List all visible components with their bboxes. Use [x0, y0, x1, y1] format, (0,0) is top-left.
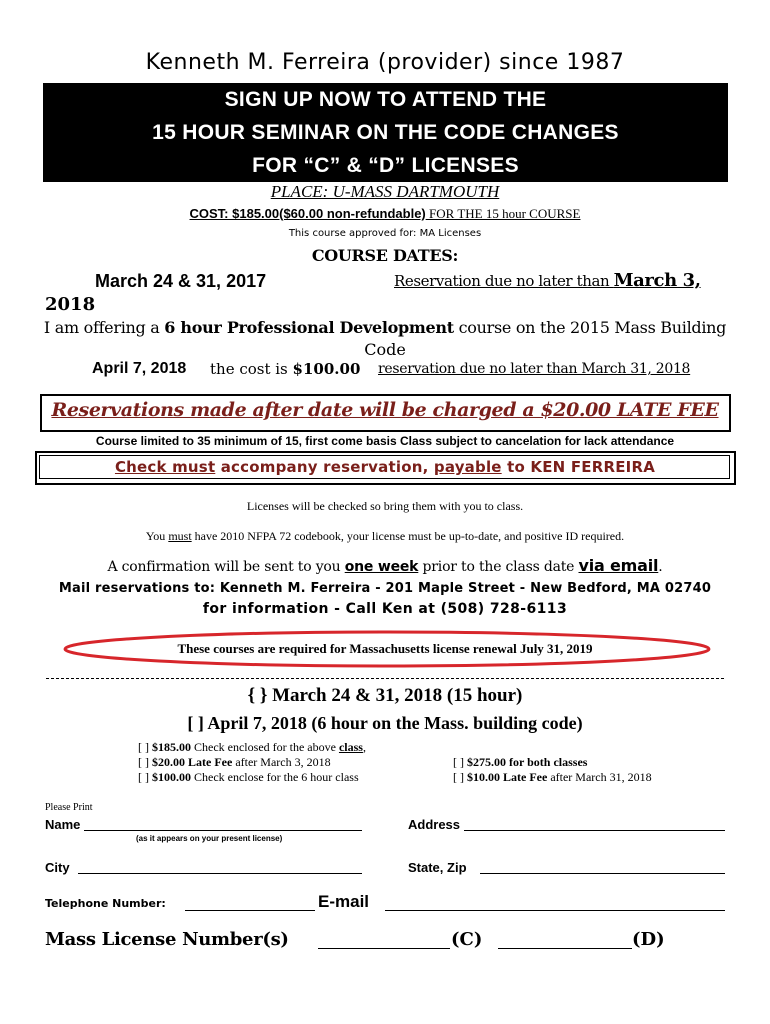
pd-post: course on the 2015 Mass Building — [453, 318, 727, 337]
checkbox-label-bold: $20.00 Late Fee — [152, 755, 233, 769]
march-reservation-prefix: Reservation due no later than — [394, 272, 614, 290]
name-label: Name — [45, 817, 81, 832]
cost-amount: COST: $185.00($60.00 non-refundable) — [189, 206, 426, 221]
city-field[interactable] — [78, 873, 362, 874]
april-cost — [210, 360, 360, 378]
option-march[interactable]: { } March 24 & 31, 2018 (15 hour) — [247, 685, 523, 706]
pd-pre: I am offering a — [43, 318, 165, 337]
april-cost-pre: the cost is — [210, 360, 293, 378]
checkbox-mark[interactable]: [ ] — [138, 770, 152, 784]
checkbox-20-late[interactable] — [138, 755, 331, 770]
march-reservation — [394, 270, 701, 291]
limited-note: Course limited to 35 minimum of 15, first come basis Class subject to cancelation for lack attendance — [95, 434, 675, 448]
requirements — [0, 529, 770, 544]
cost-line — [0, 206, 770, 222]
checkbox-label-bold: $100.00 — [152, 770, 191, 784]
march-reservation-date: March 3, — [613, 270, 701, 291]
checkbox-mark[interactable]: [ ] — [453, 770, 467, 784]
banner-line-1: SIGN UP NOW TO ATTEND THE — [43, 83, 728, 117]
confirmation-mid: prior to the class date — [418, 559, 579, 575]
checkbox-label-underline: class — [338, 740, 363, 754]
banner-line-2: 15 HOUR SEMINAR ON THE CODE CHANGES — [43, 116, 728, 150]
telephone-label: Telephone Number: — [45, 897, 166, 910]
license-c-field[interactable] — [318, 948, 450, 949]
license-d-field[interactable] — [498, 948, 632, 949]
address-label: Address — [408, 817, 461, 832]
address-field[interactable] — [464, 830, 725, 831]
state-zip-label: State, Zip — [408, 860, 467, 875]
place: PLACE: U-MASS DARTMOUTH — [270, 182, 500, 201]
telephone-field[interactable] — [185, 910, 315, 911]
checkbox-185[interactable] — [138, 740, 366, 755]
banner-line-3: FOR “C” & “D” LICENSES — [43, 149, 728, 182]
check-payable: payable — [433, 458, 502, 476]
requirements-post: have 2010 NFPA 72 codebook, your license must be up-to-date, and positive ID required. — [191, 529, 625, 543]
name-field[interactable] — [84, 830, 362, 831]
please-print: Please Print — [45, 802, 93, 813]
option-april[interactable]: [ ] April 7, 2018 (6 hour on the Mass. building code) — [187, 713, 583, 733]
checkbox-label-end: , — [362, 740, 366, 754]
check-must: Check must — [114, 458, 216, 476]
confirmation-week: one week — [344, 559, 419, 575]
pd-hours: 6 hour Professional Development — [164, 318, 454, 337]
april-date: April 7, 2018 — [92, 360, 187, 377]
march-dates: March 24 & 31, 2017 — [95, 271, 267, 291]
course-dates-heading: COURSE DATES: — [311, 246, 459, 265]
check-notice — [0, 458, 770, 476]
requirements-pre: You — [145, 529, 169, 543]
confirmation-end: . — [658, 559, 663, 575]
march-year: 2018 — [45, 294, 96, 315]
email-label: E-mail — [318, 892, 370, 911]
required-notice: These courses are required for Massachusetts license renewal July 31, 2019 — [177, 641, 593, 656]
name-note: (as it appears on your present license) — [136, 834, 283, 843]
checkbox-mark[interactable]: [ ] — [138, 740, 152, 754]
checkbox-mark[interactable]: [ ] — [453, 755, 467, 769]
confirmation — [0, 556, 770, 575]
license-d-label: (D) — [632, 929, 665, 950]
city-label: City — [45, 860, 70, 875]
pd-line-2: Code — [364, 340, 406, 359]
checkbox-label: after March 3, 2018 — [232, 755, 331, 769]
pd-line-1 — [0, 318, 770, 337]
mail-address: Mail reservations to: Kenneth M. Ferreira - 201 Maple Street - New Bedford, MA 02740 — [58, 581, 712, 596]
state-zip-field[interactable] — [480, 873, 725, 874]
checkbox-label-bold: $185.00 — [152, 740, 191, 754]
confirmation-pre: A confirmation will be sent to you — [107, 559, 345, 575]
april-cost-value: $100.00 — [292, 360, 361, 378]
checkbox-100[interactable] — [138, 770, 359, 785]
approved-note: This course approved for: MA Licenses — [288, 228, 482, 239]
checkbox-label: Check enclosed for the above — [191, 740, 339, 754]
check-payee: to KEN FERREIRA — [501, 458, 656, 476]
april-reservation: reservation due no later than March 31, 2018 — [378, 361, 691, 377]
cost-course: FOR THE 15 hour COURSE — [425, 206, 581, 221]
phone-info: for information - Call Ken at (508) 728-6113 — [202, 601, 568, 617]
checkbox-275[interactable] — [453, 755, 587, 770]
checkbox-10-late[interactable] — [453, 770, 652, 785]
licenses-checked: Licenses will be checked so bring them with you to class. — [246, 499, 524, 513]
checkbox-label: Check enclose for the 6 hour class — [191, 770, 359, 784]
license-label: Mass License Number(s) — [45, 929, 289, 950]
check-mid: accompany reservation, — [215, 458, 434, 476]
cut-line — [46, 678, 724, 679]
requirements-must: must — [168, 529, 192, 543]
late-fee-notice: Reservations made after date will be charged a $20.00 LATE FEE — [51, 399, 719, 421]
confirmation-email: via email — [578, 556, 659, 575]
provider-heading: Kenneth M. Ferreira (provider) since 1987 — [145, 50, 625, 75]
checkbox-mark[interactable]: [ ] — [138, 755, 152, 769]
checkbox-label-bold: $10.00 Late Fee — [467, 770, 548, 784]
license-c-label: (C) — [451, 929, 483, 950]
email-field[interactable] — [385, 910, 725, 911]
checkbox-label-bold: $275.00 for both classes — [467, 755, 588, 769]
checkbox-label: after March 31, 2018 — [547, 770, 652, 784]
